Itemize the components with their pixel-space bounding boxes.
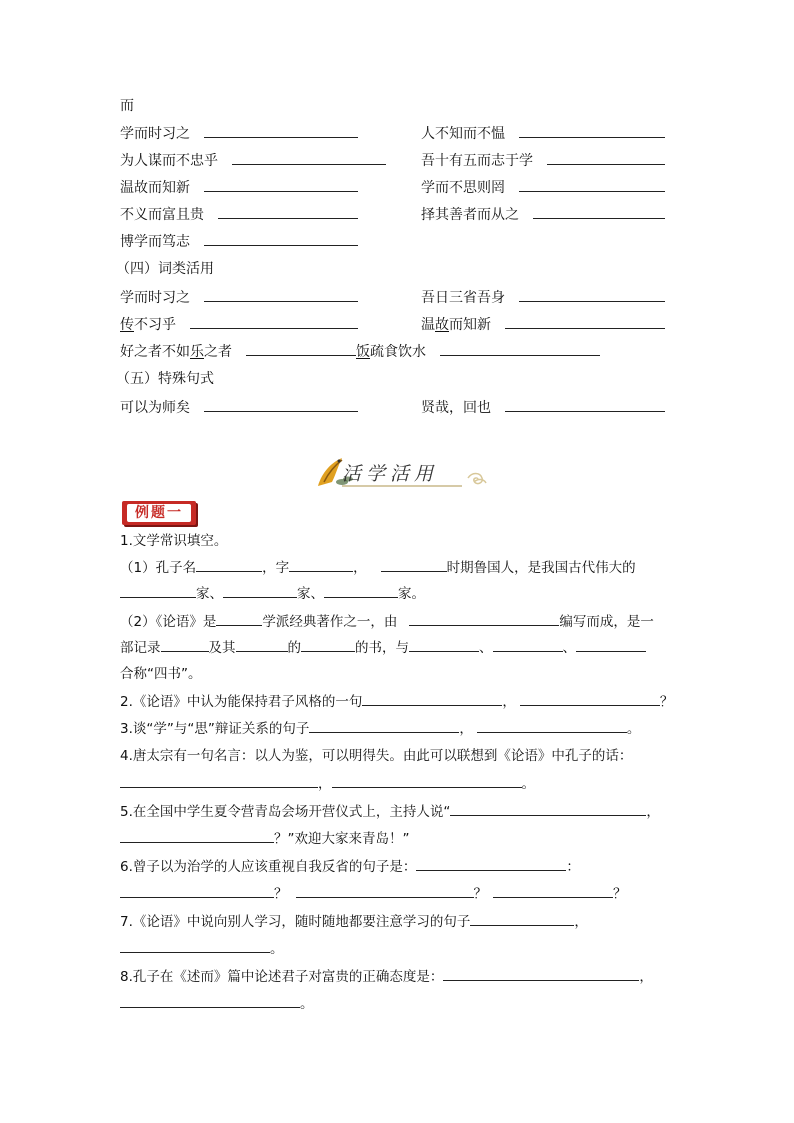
text: 编写而成，是一 (559, 614, 654, 630)
answer-blank[interactable] (443, 966, 639, 981)
text: 3.谈“学”与“思”辩证关系的句子 (120, 721, 310, 737)
exercise-row (120, 150, 386, 171)
exercise-row (421, 177, 665, 198)
answer-blank[interactable] (218, 204, 358, 219)
phrase: 不义而富且贵 (120, 207, 204, 223)
question-1: 1.文学常识填空。 (120, 533, 228, 549)
answer-blank[interactable] (216, 611, 262, 626)
text: 7.《论语》中说向别人学习，随时随地都要注意学习的句子 (120, 914, 471, 930)
section-heading-er: 而 (120, 98, 134, 114)
answer-blank[interactable] (120, 773, 318, 788)
text: 5.在全国中学生夏令营青岛会场开营仪式上，主持人说“ (120, 804, 451, 820)
answer-blank[interactable] (324, 583, 398, 598)
answer-blank[interactable] (161, 637, 209, 652)
text: 8.孔子在《述而》篇中论述君子对富贵的正确态度是： (120, 969, 444, 985)
answer-blank[interactable] (204, 231, 358, 246)
text: ？ (659, 694, 674, 710)
exercise-row (120, 341, 600, 362)
exercise-row (120, 204, 358, 225)
exercise-row (120, 287, 358, 308)
question-6 (120, 856, 580, 877)
answer-blank[interactable] (204, 123, 358, 138)
text: 部记录 (120, 640, 161, 656)
question-3 (120, 718, 640, 739)
answer-blank[interactable] (289, 557, 353, 572)
section-banner (312, 452, 494, 492)
example-badge (122, 501, 196, 525)
phrase: 择其善者而从之 (421, 207, 519, 223)
exercise-row (421, 204, 665, 225)
text: 家、 (196, 586, 223, 602)
question-1a-cont (120, 583, 425, 604)
phrase: 之者 (204, 344, 232, 360)
text: ？ (473, 886, 487, 902)
exercise-row (120, 397, 358, 418)
text: （2）《论语》是 (120, 614, 217, 630)
answer-blank[interactable] (120, 993, 300, 1008)
answer-blank[interactable] (246, 341, 356, 356)
text: ， (502, 694, 516, 710)
answer-blank[interactable] (223, 583, 297, 598)
question-1a (120, 557, 636, 578)
answer-blank[interactable] (301, 637, 355, 652)
exercise-row (421, 397, 665, 418)
section-heading-5: （五）特殊句式 (116, 371, 214, 387)
phrase-underlined: 传 (120, 317, 134, 333)
answer-blank[interactable] (409, 637, 479, 652)
answer-blank[interactable] (120, 938, 270, 953)
answer-blank[interactable] (204, 177, 358, 192)
phrase: 博学而笃志 (120, 234, 190, 250)
answer-blank[interactable] (120, 828, 274, 843)
phrase-underlined: 故 (435, 317, 449, 333)
question-4-cont (120, 773, 535, 794)
text: 时期鲁国人，是我国古代伟大的 (446, 560, 636, 576)
answer-blank[interactable] (493, 883, 613, 898)
exercise-row (421, 150, 665, 171)
text: （1）孔子名 (120, 560, 197, 576)
text: 的书，与 (355, 640, 409, 656)
answer-blank[interactable] (493, 637, 563, 652)
answer-blank[interactable] (470, 911, 574, 926)
phrase: 吾十有五而志于学 (421, 153, 533, 169)
answer-blank[interactable] (533, 204, 665, 219)
answer-blank[interactable] (362, 691, 502, 706)
answer-blank[interactable] (576, 637, 646, 652)
exercise-row (120, 314, 358, 335)
answer-blank[interactable] (519, 177, 665, 192)
text: 及其 (208, 640, 236, 656)
answer-blank[interactable] (477, 718, 627, 733)
answer-blank[interactable] (120, 883, 274, 898)
question-7-cont (120, 938, 284, 959)
phrase: 吾日三省吾身 (421, 290, 505, 306)
text: 、 (479, 640, 493, 656)
section-heading-4: （四）词类活用 (116, 261, 214, 277)
text: 、 (562, 640, 576, 656)
answer-blank[interactable] (232, 150, 386, 165)
text: 的 (287, 640, 301, 656)
question-1b (120, 611, 654, 632)
answer-blank[interactable] (519, 287, 665, 302)
answer-blank[interactable] (381, 557, 447, 572)
answer-blank[interactable] (505, 397, 665, 412)
phrase: 疏食饮水 (370, 344, 426, 360)
exercise-row (421, 287, 665, 308)
text: ， (459, 721, 473, 737)
answer-blank[interactable] (409, 611, 559, 626)
text: 2.《论语》中认为能保持君子风格的一句 (120, 694, 363, 710)
text: 。 (626, 721, 641, 737)
question-2 (120, 691, 673, 712)
phrase: 贤哉，回也 (421, 400, 491, 416)
answer-blank[interactable] (520, 691, 660, 706)
phrase: 而知新 (449, 317, 491, 333)
text: 6.曾子以为治学的人应该重视自我反省的句子是： (120, 859, 417, 875)
answer-blank[interactable] (236, 637, 288, 652)
text: ？ (613, 886, 627, 902)
phrase: 为人谋而不忠乎 (120, 153, 218, 169)
phrase: 学而不思则罔 (421, 180, 505, 196)
phrase: 人不知而不愠 (421, 126, 505, 142)
text: ， (639, 969, 653, 985)
question-7 (120, 911, 588, 932)
question-6-cont (120, 883, 627, 904)
answer-blank[interactable] (309, 718, 459, 733)
phrase: 学而时习之 (120, 290, 190, 306)
answer-blank[interactable] (450, 801, 646, 816)
text: 。 (270, 941, 284, 957)
answer-blank[interactable] (204, 397, 358, 412)
question-5-cont (120, 828, 410, 849)
text: 家、 (297, 586, 324, 602)
exercise-row (421, 123, 665, 144)
question-4: 4.唐太宗有一句名言：以人为鉴，可以明得失。由此可以联想到《论语》中孔子的话： (120, 748, 633, 764)
answer-blank[interactable] (296, 883, 474, 898)
text: ， (318, 776, 332, 792)
answer-blank[interactable] (196, 557, 262, 572)
text: ， (646, 804, 660, 820)
question-8 (120, 966, 653, 987)
text: 。 (300, 996, 314, 1012)
question-8-cont (120, 993, 314, 1014)
text: 家。 (398, 586, 425, 602)
phrase: 好之者不如 (120, 344, 190, 360)
text: ？”欢迎大家来青岛！” (274, 831, 410, 847)
question-5 (120, 801, 660, 822)
banner-title: 活学活用 (342, 463, 439, 485)
question-1b-cont (120, 637, 646, 658)
exercise-row (120, 177, 358, 198)
text: ： (566, 859, 580, 875)
answer-blank[interactable] (120, 583, 196, 598)
answer-blank[interactable] (440, 341, 600, 356)
answer-blank[interactable] (416, 856, 566, 871)
answer-blank[interactable] (547, 150, 665, 165)
answer-blank[interactable] (519, 123, 665, 138)
phrase: 可以为师矣 (120, 400, 190, 416)
text: ，字 (262, 560, 290, 576)
phrase: 温 (421, 317, 435, 333)
exercise-row (421, 314, 665, 335)
answer-blank[interactable] (190, 314, 358, 329)
exercise-row (120, 231, 358, 252)
exercise-row (120, 123, 358, 144)
text: ， (353, 560, 367, 576)
answer-blank[interactable] (204, 287, 358, 302)
phrase: 学而时习之 (120, 126, 190, 142)
text: ， (574, 914, 588, 930)
answer-blank[interactable] (505, 314, 665, 329)
badge-label: 例题一 (135, 505, 183, 521)
answer-blank[interactable] (332, 773, 522, 788)
text: ？ (274, 886, 288, 902)
phrase: 不习乎 (134, 317, 176, 333)
phrase-underlined: 乐 (190, 344, 204, 360)
phrase-underlined: 饭 (356, 344, 370, 360)
question-1b-end: 合称“四书”。 (120, 666, 202, 682)
phrase: 温故而知新 (120, 180, 190, 196)
text: 。 (521, 776, 535, 792)
text: 学派经典著作之一，由 (262, 614, 398, 630)
